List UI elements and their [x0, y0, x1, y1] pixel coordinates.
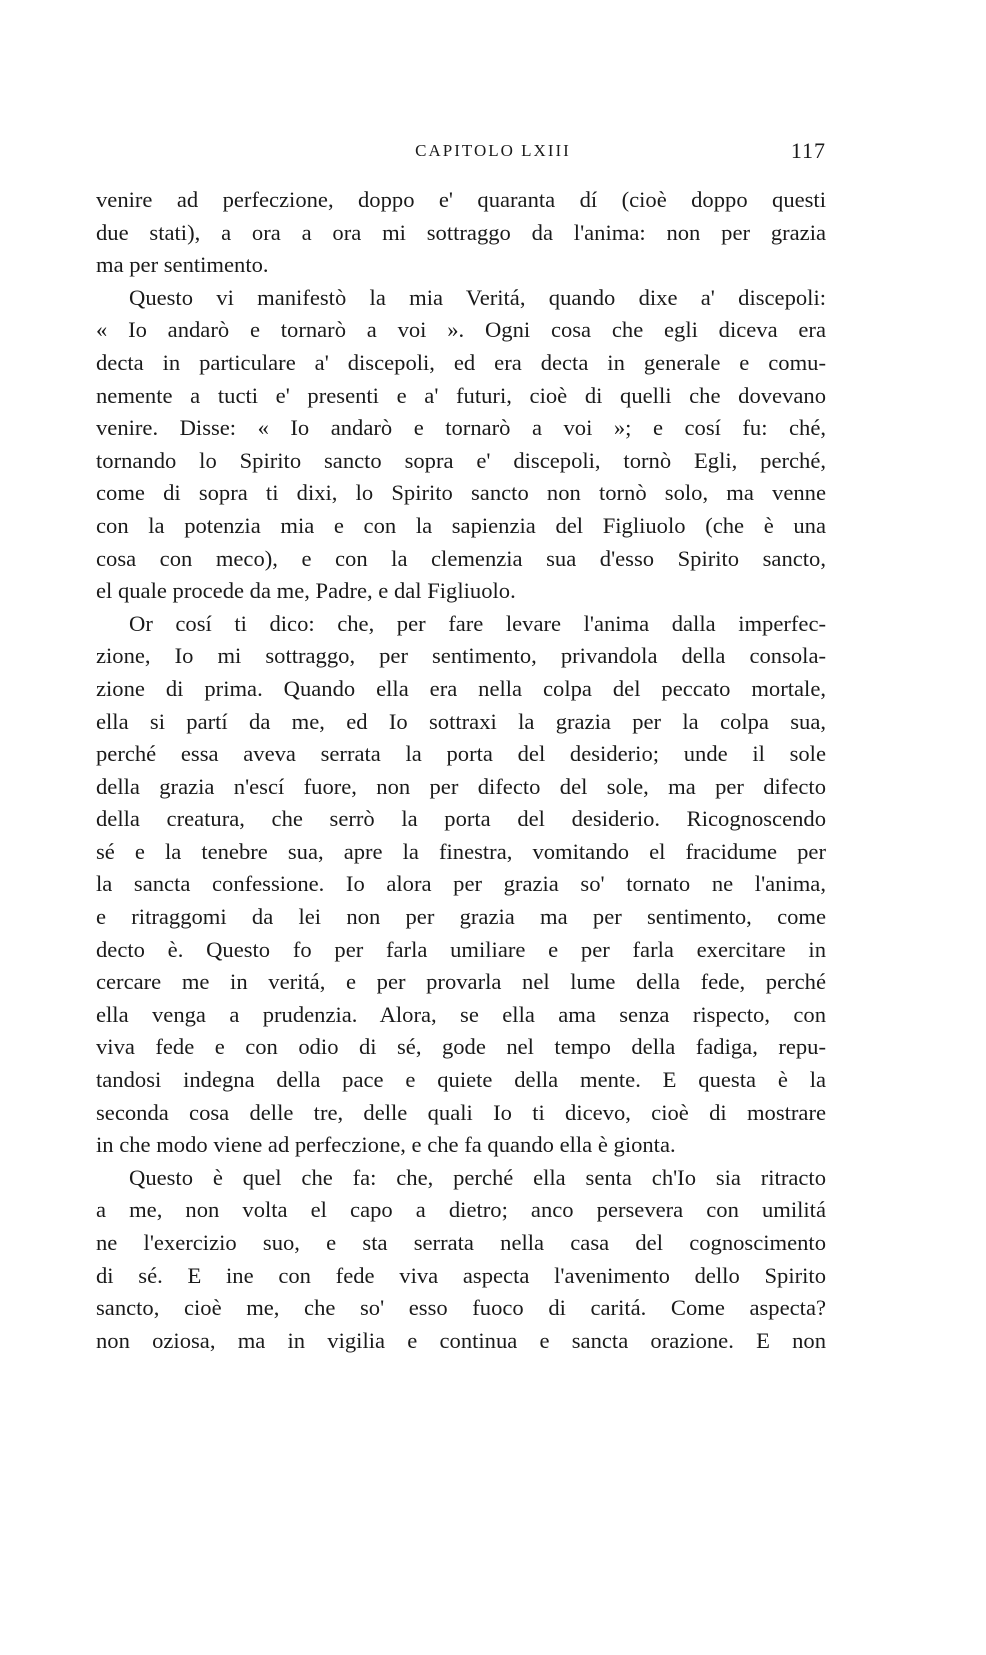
text-line: e ritraggomi da lei non per grazia ma per sentimento, come — [96, 904, 826, 930]
text-line: della grazia n'escí fuore, non per difecto del sole, ma per difecto — [96, 773, 826, 799]
text-line: di sé. E ine con fede viva aspecta l'avenimento dello Spirito — [96, 1262, 826, 1288]
text-line: non oziosa, ma in vigilia e continua e sancta orazione. E non — [96, 1327, 826, 1353]
text-line: con la potenzia mia e con la sapienzia del Figliuolo (che è una — [96, 512, 826, 538]
text-line: el quale procede da me, Padre, e dal Figliuolo. — [96, 578, 516, 604]
body-text — [96, 184, 826, 1357]
text-line: viva fede e con odio di sé, gode nel tempo della fadiga, repu- — [96, 1034, 826, 1060]
text-line: ne l'exercizio suo, e sta serrata nella casa del cognoscimento — [96, 1230, 826, 1255]
text-line: due stati), a ora a ora mi sottraggo da l'anima: non per grazia — [96, 219, 826, 245]
text-line: ella venga a prudenzia. Alora, se ella ama senza rispecto, con — [96, 1001, 826, 1027]
text-line: perché essa aveva serrata la porta del desiderio; unde il sole — [96, 741, 826, 767]
text-line: sé e la tenebre sua, apre la finestra, vomitando el fracidume per — [96, 838, 826, 864]
text-line: zione di prima. Quando ella era nella colpa del peccato mortale, — [96, 675, 826, 701]
text-line: a me, non volta el capo a dietro; anco persevera con umilitá — [96, 1197, 826, 1223]
text-line: seconda cosa delle tre, delle quali Io ti dicevo, cioè di mostrare — [96, 1099, 826, 1125]
text-line: decta in particulare a' discepoli, ed era decta in generale e comu- — [96, 349, 826, 375]
text-line: Questo è quel che fa: che, perché ella senta ch'Io sia ritracto — [129, 1164, 826, 1190]
text-line: zione, Io mi sottraggo, per sentimento, privandola della consola- — [96, 643, 826, 669]
text-line: tornando lo Spirito sancto sopra e' discepoli, tornò Egli, perché, — [96, 447, 826, 473]
text-line: Or cosí ti dico: che, per fare levare l'anima dalla imperfec- — [129, 610, 826, 636]
text-line: come di sopra ti dixi, lo Spirito sancto non tornò solo, ma venne — [96, 480, 826, 506]
text-line: tandosi indegna della pace e quiete della mente. E questa è la — [96, 1067, 826, 1093]
text-line: « Io andarò e tornarò a voi ». Ogni cosa che egli diceva era — [96, 317, 826, 343]
text-line: cosa con meco), e con la clemenzia sua d'esso Spirito sancto, — [96, 545, 826, 571]
text-line: sancto, cioè me, che so' esso fuoco di caritá. Come aspecta? — [96, 1295, 826, 1321]
text-line: ella si partí da me, ed Io sottraxi la grazia per la colpa sua, — [96, 708, 826, 734]
text-line: in che modo viene ad perfeczione, e che fa quando ella è gionta. — [96, 1132, 676, 1158]
text-line: della creatura, che serrò la porta del desiderio. Ricognoscendo — [96, 806, 826, 832]
text-line: cercare me in veritá, e per provarla nel lume della fede, perché — [96, 969, 826, 995]
text-line: venire. Disse: « Io andarò e tornarò a voi »; e cosí fu: ché, — [96, 415, 826, 441]
running-title: CAPITOLO LXIII — [415, 141, 571, 160]
text-line: nemente a tucti e' presenti e a' futuri, cioè di quelli che dovevano — [96, 382, 826, 408]
text-line: ma per sentimento. — [96, 252, 269, 278]
text-line: venire ad perfeczione, doppo e' quaranta dí (cioè doppo questi — [96, 187, 826, 212]
text-line: decto è. Questo fo per farla umiliare e per farla exercitare in — [96, 936, 826, 962]
text-line: Questo vi manifestò la mia Veritá, quando dixe a' discepoli: — [129, 284, 826, 310]
running-head — [0, 136, 986, 166]
page-number: 117 — [790, 138, 826, 163]
text-line: la sancta confessione. Io alora per grazia so' tornato ne l'anima, — [96, 871, 826, 897]
